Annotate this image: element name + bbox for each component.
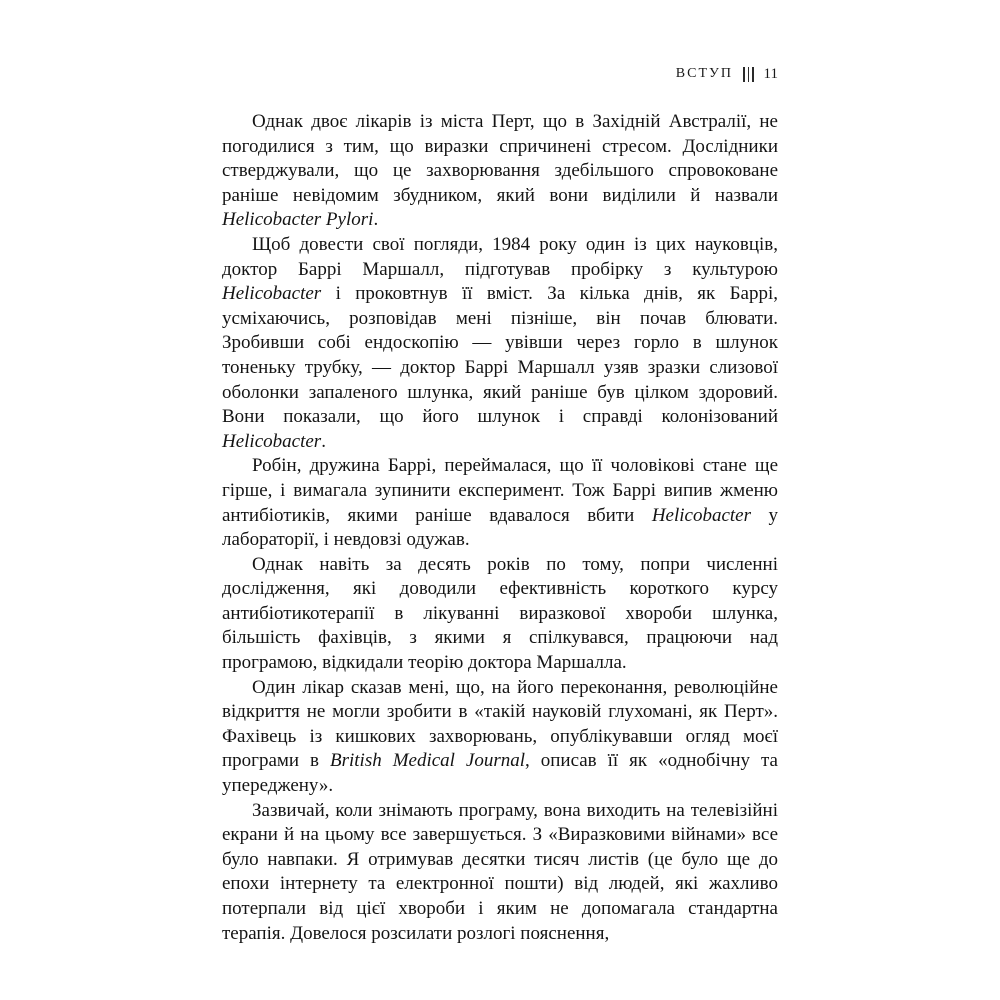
text-run: у лабораторії, і невдовзі одужав. — [222, 504, 778, 551]
text-run: і проковтнув її вміст. За кілька днів, як Баррі, усміхаючись, розповідав мені пізніше, він почав блювати. Зробивши собі ендоскопію — увівши через горло в шлунок тоненьку трубку, — доктор Баррі Маршалл узяв зразки слизової оболонки запаленого шлунка, який раніше був цілком здоровий. Вони показали, що його шлунок і справді колонізований — [222, 283, 778, 428]
text-run: Один лікар сказав мені, що, на його переконання, революційне відкриття не могли зробити в «такій науковій глухомані, як Перт». Фахівець із кишкових захворювань, опублікувавши огляд моєї програми в — [222, 676, 778, 772]
text-run: Однак навіть за десять років по тому, попри численні дослідження, які доводили ефективність короткого курсу антибіотикотерапії в лікуванні виразкової хвороби шлунка, більшість фахівців, з якими я спілкувався, працюючи над програмою, відкидали теорію доктора Маршалла. — [222, 553, 778, 674]
text-run: Однак двоє лікарів із міста Перт, що в Західній Австралії, не погодилися з тим, що виразки спричинені стресом. Дослідники стверджували, що це захворювання здебільшого спровоковане раніше невідомим збудником, який вони виділили й назвали — [222, 111, 778, 206]
paragraph — [222, 454, 778, 552]
italic-text-run: Helicobacter Pylori — [222, 209, 374, 231]
page-number: 11 — [763, 65, 778, 82]
text-run: . — [373, 209, 379, 231]
section-title: ВСТУП — [675, 66, 734, 81]
paragraph — [222, 553, 778, 676]
italic-text-run: Helicobacter — [222, 430, 322, 452]
triple-bar-divider-icon — [743, 67, 754, 82]
paragraph — [222, 799, 778, 947]
text-block — [222, 110, 778, 946]
book-page — [222, 0, 778, 946]
page-header — [222, 64, 778, 84]
text-run: Робін, дружина Баррі, переймалася, що її чоловікові стане ще гірше, і вимагала зупинити експеримент. Тож Баррі випив жменю антибіотиків, якими раніше вдавалося вбити — [222, 455, 778, 526]
text-run: , описав її як «однобічну та упереджену». — [222, 750, 778, 797]
paragraph — [222, 110, 778, 233]
italic-text-run: Helicobacter — [651, 504, 751, 526]
italic-text-run: Helicobacter — [222, 283, 322, 305]
text-run: . — [321, 430, 326, 452]
paragraph — [222, 233, 778, 454]
paragraph — [222, 676, 778, 799]
text-run: Зазвичай, коли знімають програму, вона виходить на телевізійні екрани й на цьому все завершується. З «Виразковими війнами» все було навпаки. Я отримував десятки тисяч листів (це було ще до епохи інтернету та електронної пошти) від людей, які жахливо потерпали від цієї хвороби і яким не допомагала стандартна терапія. Довелося розсилати розлогі пояснення, — [222, 799, 778, 944]
text-run: Щоб довести свої погляди, 1984 року один із цих науковців, доктор Баррі Маршалл, підготував пробірку з культурою — [222, 233, 778, 280]
italic-text-run: British Medical Journal — [330, 750, 526, 772]
